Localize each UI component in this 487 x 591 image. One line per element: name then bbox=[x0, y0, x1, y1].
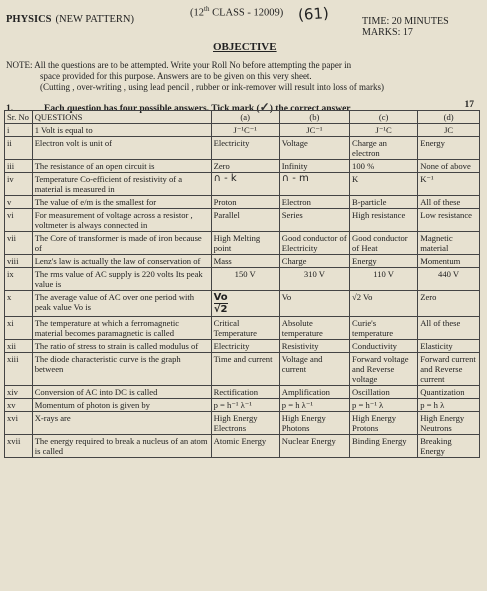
option-d[interactable]: K⁻¹ bbox=[418, 173, 480, 196]
option-d[interactable]: High Energy Neutrons bbox=[418, 412, 480, 435]
table-row bbox=[5, 399, 480, 412]
row-sr: xvii bbox=[5, 435, 33, 458]
option-a[interactable]: Atomic Energy bbox=[211, 435, 279, 458]
option-a[interactable]: High Energy Electrons bbox=[211, 412, 279, 435]
header-d: (d) bbox=[418, 111, 480, 124]
table-row bbox=[5, 340, 480, 353]
row-sr: xiii bbox=[5, 353, 33, 386]
option-a[interactable]: High Melting point bbox=[211, 232, 279, 255]
row-question: The diode characteristic curve is the graph between bbox=[32, 353, 211, 386]
option-b[interactable]: Voltage bbox=[279, 137, 349, 160]
row-question: The resistance of an open circuit is bbox=[32, 160, 211, 173]
row-sr: v bbox=[5, 196, 33, 209]
option-c[interactable]: √2 Vo bbox=[350, 291, 418, 317]
row-question: 1 Volt is equal to bbox=[32, 124, 211, 137]
table-row bbox=[5, 353, 480, 386]
note-line-3: (Cutting , over-writing , using lead pencil , rubber or ink-remover will result into loss of marks) bbox=[40, 82, 384, 92]
option-b[interactable]: Series bbox=[279, 209, 349, 232]
option-c[interactable]: p = h⁻¹ λ bbox=[350, 399, 418, 412]
table-row bbox=[5, 268, 480, 291]
class-num: (12 bbox=[190, 7, 204, 19]
questions-table bbox=[4, 110, 480, 458]
option-c[interactable]: Binding Energy bbox=[350, 435, 418, 458]
fraction bbox=[214, 292, 228, 315]
option-a[interactable]: Mass bbox=[211, 255, 279, 268]
option-b[interactable]: Good conductor of Electricity bbox=[279, 232, 349, 255]
row-sr: xvi bbox=[5, 412, 33, 435]
table-row bbox=[5, 124, 480, 137]
option-c[interactable]: Energy bbox=[350, 255, 418, 268]
option-d[interactable]: Zero bbox=[418, 291, 480, 317]
class-rest: CLASS - 12009) bbox=[209, 7, 284, 19]
paper-code: (61) bbox=[297, 3, 330, 25]
option-c[interactable]: 110 V bbox=[350, 268, 418, 291]
option-b[interactable]: ∩ - m bbox=[279, 173, 349, 196]
option-a[interactable]: Electricity bbox=[211, 340, 279, 353]
header-sr: Sr. No bbox=[5, 111, 33, 124]
instruction-text-before: Each question has four possible answers. Tick mark ( bbox=[44, 104, 260, 114]
option-d[interactable]: All of these bbox=[418, 317, 480, 340]
row-sr: xii bbox=[5, 340, 33, 353]
option-d[interactable]: Magnetic material bbox=[418, 232, 480, 255]
table-row bbox=[5, 291, 480, 317]
row-sr: viii bbox=[5, 255, 33, 268]
option-a[interactable]: Rectification bbox=[211, 386, 279, 399]
header-b: (b) bbox=[279, 111, 349, 124]
table-row bbox=[5, 386, 480, 399]
instruction-text-after: ) the correct answer bbox=[269, 104, 351, 114]
row-sr: xiv bbox=[5, 386, 33, 399]
option-c[interactable]: High resistance bbox=[350, 209, 418, 232]
row-sr: ii bbox=[5, 137, 33, 160]
subject-name: PHYSICS bbox=[6, 14, 52, 25]
option-d[interactable]: Low resistance bbox=[418, 209, 480, 232]
pattern-label: (NEW PATTERN) bbox=[55, 14, 134, 25]
note-block bbox=[6, 60, 476, 93]
option-c[interactable]: Conductivity bbox=[350, 340, 418, 353]
row-question: The Core of transformer is made of iron because of bbox=[32, 232, 211, 255]
option-b[interactable]: Absolute temperature bbox=[279, 317, 349, 340]
option-c[interactable]: K bbox=[350, 173, 418, 196]
class-sup: th bbox=[204, 5, 210, 13]
option-b[interactable]: Amplification bbox=[279, 386, 349, 399]
row-question: The energy required to break a nucleus of an atom is called bbox=[32, 435, 211, 458]
row-question: The average value of AC over one period with peak value Vo is bbox=[32, 291, 211, 317]
option-c[interactable]: Oscillation bbox=[350, 386, 418, 399]
option-b[interactable]: Nuclear Energy bbox=[279, 435, 349, 458]
note-line-1: NOTE: All the questions are to be attempted. Write your Roll No before attempting the paper in bbox=[6, 60, 352, 70]
option-a[interactable]: Critical Temperature bbox=[211, 317, 279, 340]
row-sr: x bbox=[5, 291, 33, 317]
option-a[interactable]: 150 V bbox=[211, 268, 279, 291]
option-a[interactable]: Electricity bbox=[211, 137, 279, 160]
option-c[interactable]: 100 % bbox=[350, 160, 418, 173]
table-row bbox=[5, 209, 480, 232]
option-c[interactable]: Charge an electron bbox=[350, 137, 418, 160]
option-b[interactable]: Infinity bbox=[279, 160, 349, 173]
option-d[interactable]: JC bbox=[418, 124, 480, 137]
table-header-row bbox=[5, 111, 480, 124]
option-a[interactable]: Zero bbox=[211, 160, 279, 173]
option-d[interactable]: 440 V bbox=[418, 268, 480, 291]
option-b[interactable]: Resistivity bbox=[279, 340, 349, 353]
option-c[interactable]: B-particle bbox=[350, 196, 418, 209]
table-row bbox=[5, 435, 480, 458]
table-row bbox=[5, 317, 480, 340]
option-a[interactable]: J⁻¹C⁻¹ bbox=[211, 124, 279, 137]
option-d[interactable]: Momentum bbox=[418, 255, 480, 268]
option-d[interactable]: Forward current and Reverse current bbox=[418, 353, 480, 386]
option-a[interactable]: Parallel bbox=[211, 209, 279, 232]
option-b[interactable]: Voltage and current bbox=[279, 353, 349, 386]
option-d[interactable]: Elasticity bbox=[418, 340, 480, 353]
subject-title bbox=[6, 14, 134, 25]
tick-mark-icon: ✓ bbox=[259, 100, 270, 114]
row-question: The rms value of AC supply is 220 volts Its peak value is bbox=[32, 268, 211, 291]
row-question: Lenz's law is actually the law of conservation of bbox=[32, 255, 211, 268]
row-question: Temperature Co-efficient of resistivity of a material is measured in bbox=[32, 173, 211, 196]
option-a[interactable] bbox=[211, 291, 279, 317]
row-question: Momentum of photon is given by bbox=[32, 399, 211, 412]
option-a[interactable]: p = h⁻¹ λ⁻¹ bbox=[211, 399, 279, 412]
option-b[interactable]: Electron bbox=[279, 196, 349, 209]
row-question: The temperature at which a ferromagnetic material becomes paramagnetic is called bbox=[32, 317, 211, 340]
header-questions: QUESTIONS bbox=[32, 111, 211, 124]
option-a[interactable]: Proton bbox=[211, 196, 279, 209]
option-d[interactable]: p = h λ bbox=[418, 399, 480, 412]
row-sr: vi bbox=[5, 209, 33, 232]
option-a[interactable]: ∩ - k bbox=[211, 173, 279, 196]
option-b[interactable]: Vo bbox=[279, 291, 349, 317]
fraction-denominator: √2 bbox=[213, 304, 228, 315]
table-row bbox=[5, 137, 480, 160]
option-c[interactable]: Forward voltage and Reverse voltage bbox=[350, 353, 418, 386]
row-sr: iv bbox=[5, 173, 33, 196]
option-b[interactable]: 310 V bbox=[279, 268, 349, 291]
option-d[interactable]: None of above bbox=[418, 160, 480, 173]
option-a[interactable]: Time and current bbox=[211, 353, 279, 386]
row-sr: vii bbox=[5, 232, 33, 255]
option-b[interactable]: High Energy Photons bbox=[279, 412, 349, 435]
note-line-2: space provided for this purpose. Answers are to be given on this very sheet. bbox=[40, 71, 312, 81]
row-sr: iii bbox=[5, 160, 33, 173]
table-row bbox=[5, 232, 480, 255]
row-sr: i bbox=[5, 124, 33, 137]
row-question: X-rays are bbox=[32, 412, 211, 435]
time-label: TIME: 20 MINUTES bbox=[362, 16, 449, 27]
table-row bbox=[5, 196, 480, 209]
option-d[interactable]: Breaking Energy bbox=[418, 435, 480, 458]
option-b[interactable]: Charge bbox=[279, 255, 349, 268]
option-d[interactable]: Quantization bbox=[418, 386, 480, 399]
total-marks: 17 bbox=[464, 100, 474, 110]
row-question: Electron volt is unit of bbox=[32, 137, 211, 160]
table-row bbox=[5, 160, 480, 173]
option-d[interactable]: All of these bbox=[418, 196, 480, 209]
fraction-numerator: Vo bbox=[213, 292, 228, 303]
option-c[interactable]: Curie's temperature bbox=[350, 317, 418, 340]
row-question: Conversion of AC into DC is called bbox=[32, 386, 211, 399]
marks-label: MARKS: 17 bbox=[362, 27, 413, 38]
row-question: The ratio of stress to strain is called modulus of bbox=[32, 340, 211, 353]
option-d[interactable]: Energy bbox=[418, 137, 480, 160]
section-title: OBJECTIVE bbox=[213, 41, 277, 53]
option-c[interactable]: Good conductor of Heat bbox=[350, 232, 418, 255]
question-number: 1. bbox=[6, 104, 14, 114]
row-question: The value of e/m is the smallest for bbox=[32, 196, 211, 209]
option-b[interactable]: p = h λ⁻¹ bbox=[279, 399, 349, 412]
header-a: (a) bbox=[211, 111, 279, 124]
table-row bbox=[5, 255, 480, 268]
option-b[interactable]: JC⁻¹ bbox=[279, 124, 349, 137]
table-row bbox=[5, 412, 480, 435]
option-c[interactable]: J⁻¹C bbox=[350, 124, 418, 137]
row-sr: ix bbox=[5, 268, 33, 291]
class-label bbox=[190, 5, 283, 19]
row-sr: xi bbox=[5, 317, 33, 340]
option-c[interactable]: High Energy Protons bbox=[350, 412, 418, 435]
table-row bbox=[5, 173, 480, 196]
row-question: For measurement of voltage across a resistor , voltmeter is always connected in bbox=[32, 209, 211, 232]
header-c: (c) bbox=[350, 111, 418, 124]
paper-header bbox=[0, 2, 487, 38]
row-sr: xv bbox=[5, 399, 33, 412]
